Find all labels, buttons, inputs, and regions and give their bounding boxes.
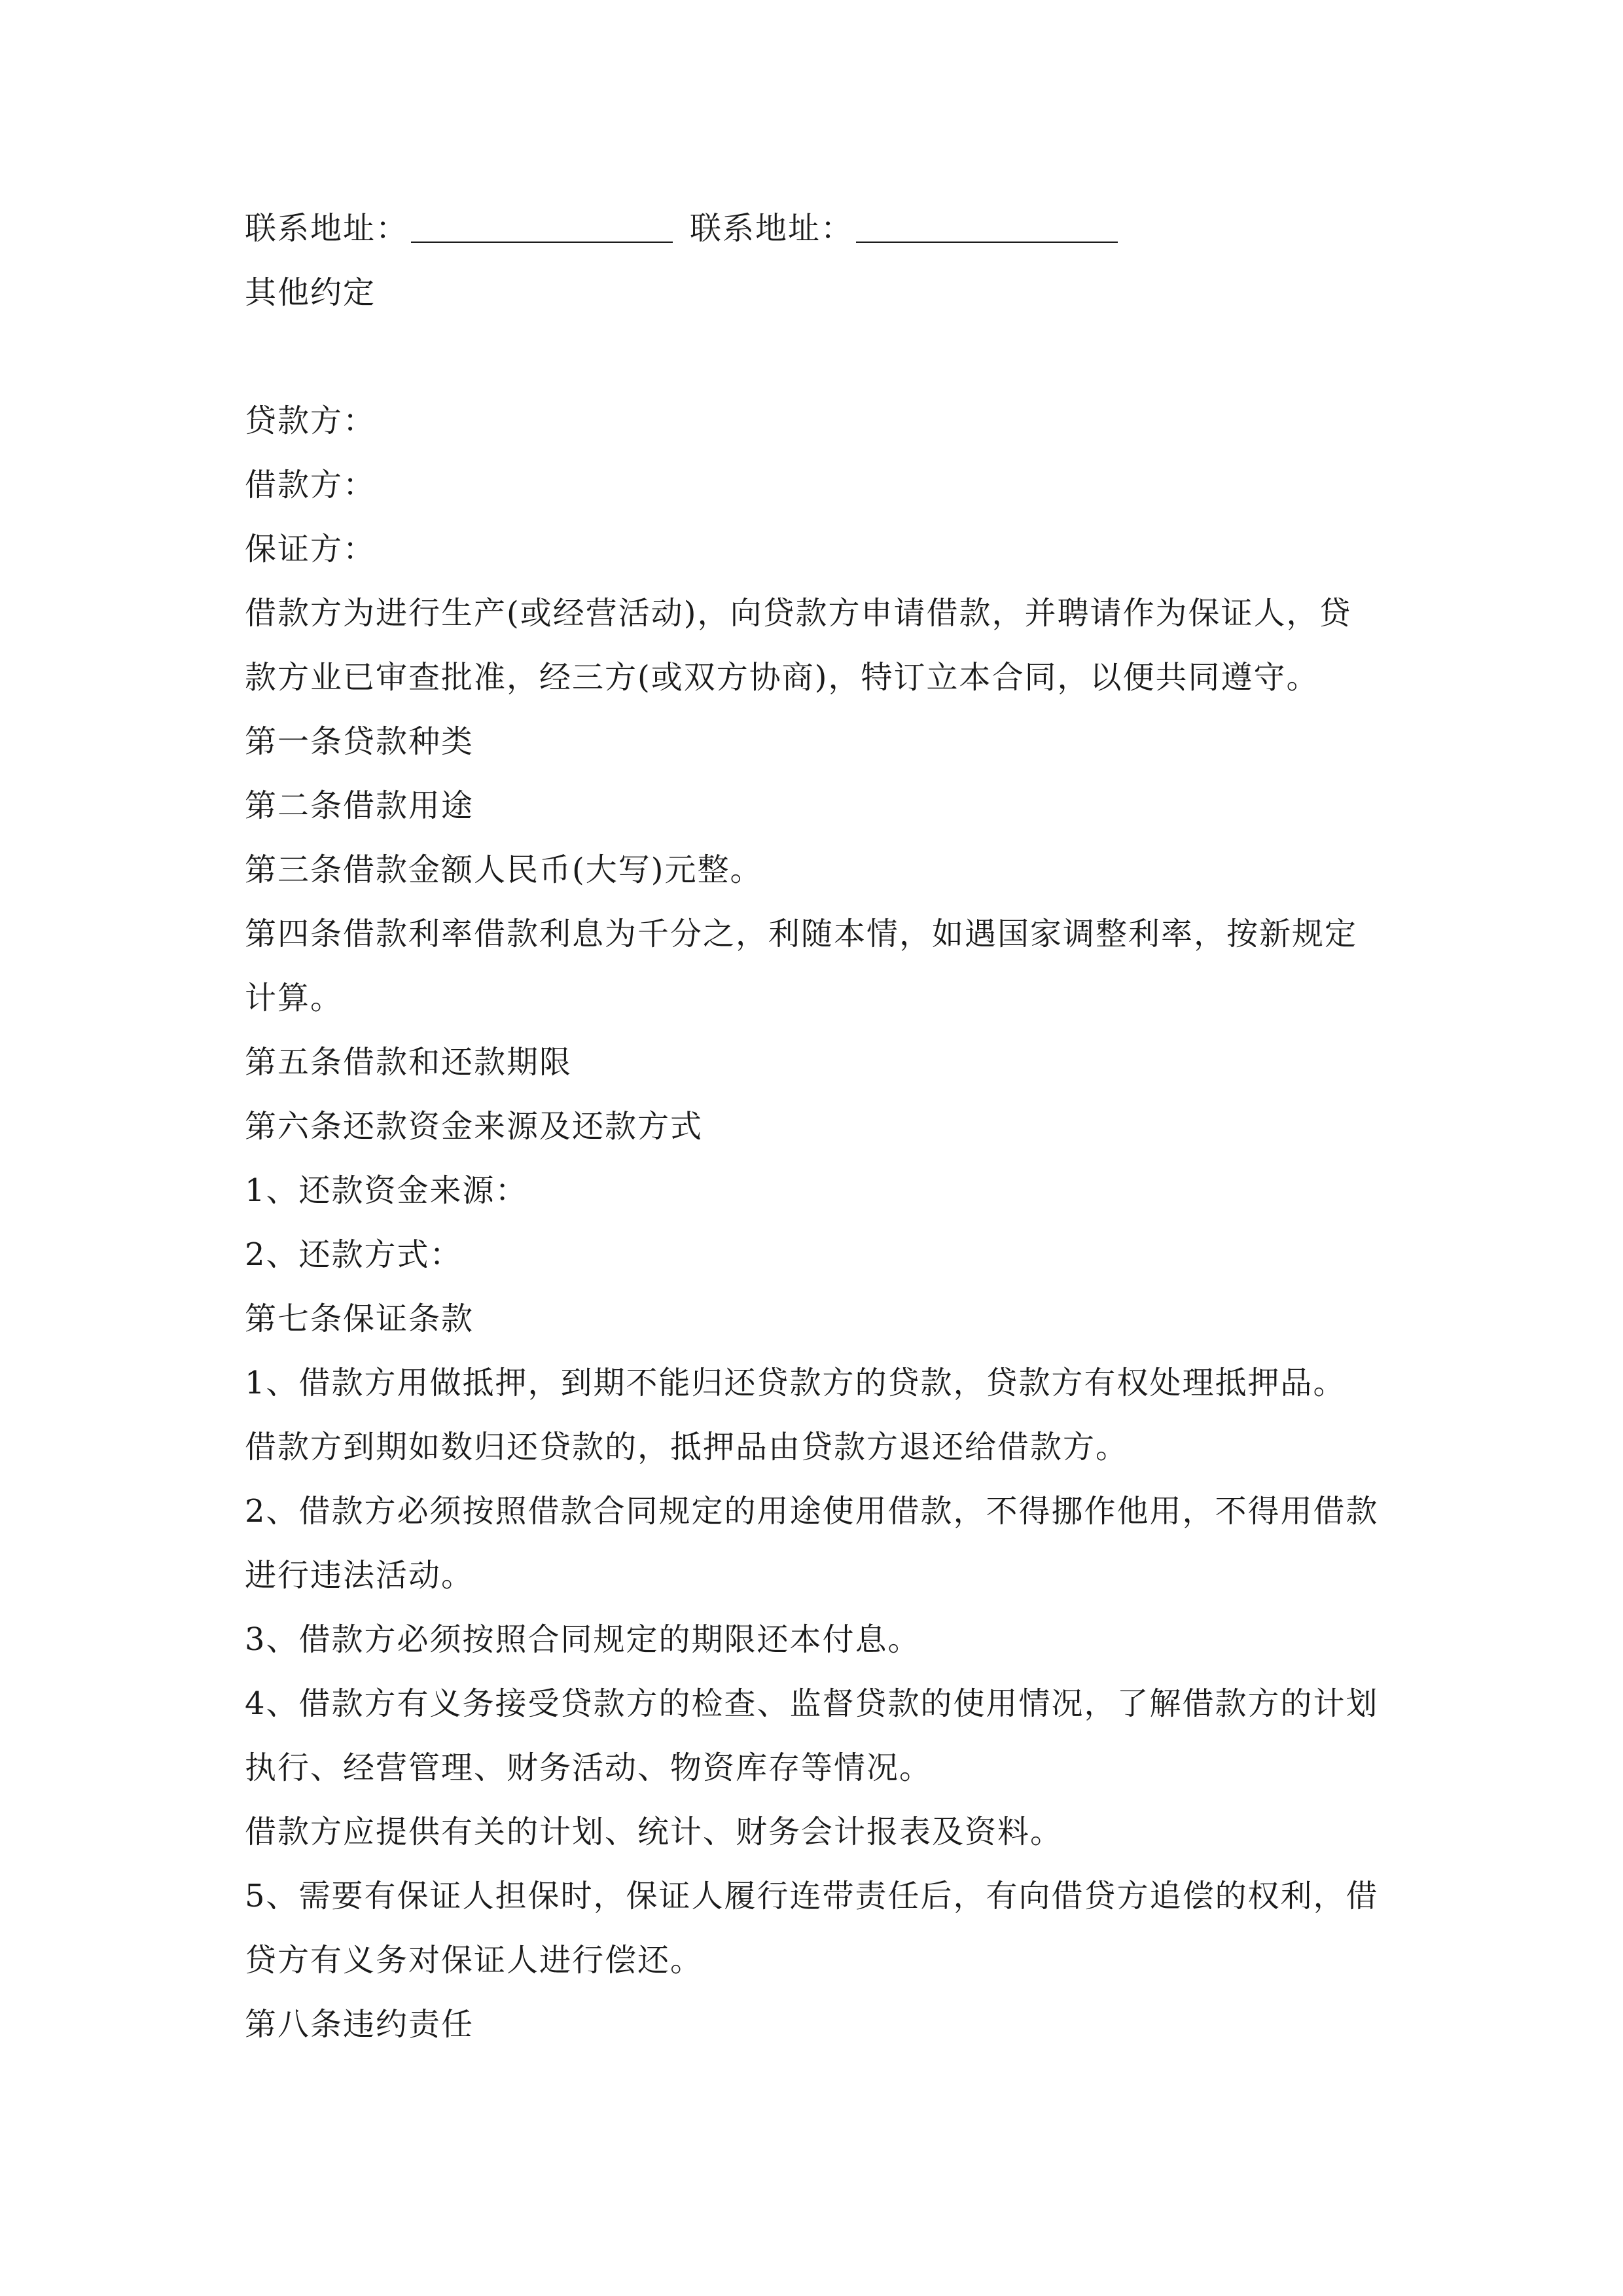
contact-address-label: 联系地址： — [690, 210, 854, 247]
contact-address-blank — [411, 240, 673, 243]
lender-label: 贷款方： — [245, 403, 376, 439]
contact-address-row — [245, 196, 1383, 260]
clause-item: 5、需要有保证人担保时，保证人履行连带责任后，有向借贷方追偿的权利，借贷方有义务对保证人进行偿还。 — [245, 1878, 1379, 1979]
contact-address-blank — [856, 240, 1118, 243]
guarantor-label: 保证方： — [245, 531, 376, 567]
borrower-label: 借款方： — [245, 467, 376, 503]
article-heading: 第六条还款资金来源及还款方式 — [245, 1108, 704, 1145]
clause-item: 1、还款资金来源： — [245, 1172, 528, 1209]
spacer — [245, 325, 1383, 389]
clause-item: 4、借款方有义务接受贷款方的检查、监督贷款的使用情况，了解借款方的计划执行、经营管理、财务活动、物资库存等情况。 — [245, 1685, 1379, 1786]
article-heading: 第八条违约责任 — [245, 2006, 474, 2043]
clause-item: 借款方到期如数归还贷款的，抵押品由贷款方退还给借款方。 — [245, 1429, 1129, 1465]
clause-item: 2、借款方必须按照借款合同规定的用途使用借款，不得挪作他用，不得用借款进行违法活动。 — [245, 1493, 1379, 1594]
clause-item: 借款方应提供有关的计划、统计、财务会计报表及资料。 — [245, 1814, 1063, 1850]
article-heading: 第一条贷款种类 — [245, 723, 474, 760]
article-paragraph: 第四条借款利率借款利息为千分之，利随本情，如遇国家调整利率，按新规定计算。 — [245, 916, 1358, 1016]
article-heading: 第七条保证条款 — [245, 1300, 474, 1337]
article-heading: 第五条借款和还款期限 — [245, 1044, 573, 1081]
clause-item: 3、借款方必须按照合同规定的期限还本付息。 — [245, 1621, 921, 1658]
clause-item: 2、还款方式： — [245, 1236, 463, 1273]
contact-address-label: 联系地址： — [245, 210, 409, 247]
article-heading: 第二条借款用途 — [245, 787, 474, 824]
document-body — [245, 196, 1383, 2056]
article-heading: 第三条借款金额人民币(大写)元整。 — [245, 852, 763, 888]
other-agreement-heading: 其他约定 — [245, 274, 376, 311]
clause-item: 1、借款方用做抵押，到期不能归还贷款方的贷款，贷款方有权处理抵押品。 — [245, 1365, 1346, 1401]
preamble-paragraph: 借款方为进行生产(或经营活动)，向贷款方申请借款，并聘请作为保证人，贷款方业已审查批准，经三方(或双方协商)，特订立本合同，以便共同遵守。 — [245, 595, 1352, 696]
